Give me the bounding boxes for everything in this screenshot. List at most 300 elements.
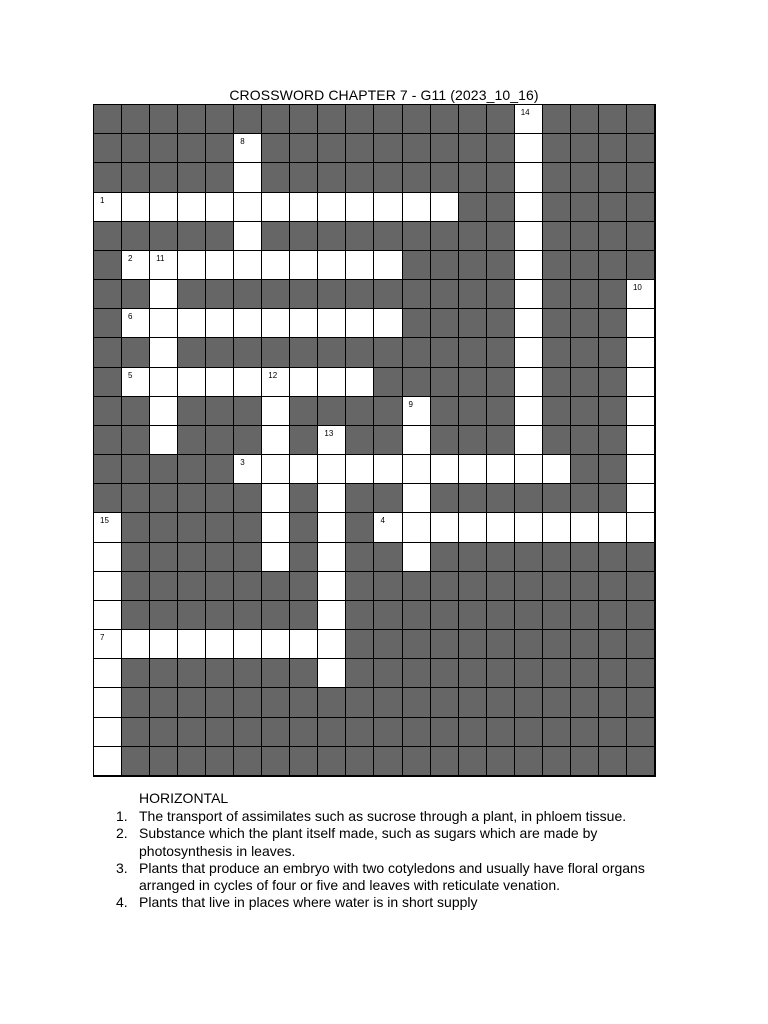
clues-heading: HORIZONTAL — [139, 790, 229, 806]
clue-text: Plants that produce an embryo with two cotyledons and usually have floral organs arranged in cycles of four or five and leaves with reticulate venation. — [139, 859, 645, 894]
crossword-cell-blocked — [94, 455, 122, 484]
crossword-cell-blocked — [178, 601, 206, 630]
crossword-cell-blocked — [94, 222, 122, 251]
crossword-cell-blocked — [487, 543, 515, 572]
crossword-cell-blocked — [431, 630, 459, 659]
crossword-cell-open[interactable] — [459, 455, 487, 484]
crossword-cell-blocked — [234, 426, 262, 455]
crossword-cell-open[interactable] — [150, 251, 178, 280]
crossword-cell-open[interactable] — [178, 309, 206, 338]
crossword-cell-open[interactable] — [487, 455, 515, 484]
crossword-cell-blocked — [459, 368, 487, 397]
crossword-cell-blocked — [599, 426, 627, 455]
crossword-cell-blocked — [122, 513, 150, 542]
crossword-cell-open[interactable] — [234, 251, 262, 280]
crossword-cell-open[interactable] — [318, 630, 346, 659]
crossword-cell-open[interactable] — [515, 105, 543, 134]
crossword-cell-blocked — [599, 368, 627, 397]
crossword-cell-blocked — [515, 572, 543, 601]
crossword-cell-blocked — [403, 338, 431, 367]
crossword-cell-blocked — [234, 513, 262, 542]
crossword-cell-blocked — [487, 309, 515, 338]
crossword-cell-blocked — [94, 280, 122, 309]
crossword-cell-blocked — [290, 747, 318, 776]
crossword-cell-open[interactable] — [515, 222, 543, 251]
crossword-cell-blocked — [599, 280, 627, 309]
crossword-cell-blocked — [122, 688, 150, 717]
crossword-cell-blocked — [318, 338, 346, 367]
crossword-cell-open[interactable] — [346, 368, 374, 397]
crossword-grid — [93, 104, 656, 777]
crossword-cell-blocked — [459, 747, 487, 776]
crossword-cell-blocked — [234, 601, 262, 630]
crossword-cell-blocked — [599, 630, 627, 659]
crossword-cell-open[interactable] — [318, 368, 346, 397]
crossword-cell-blocked — [262, 163, 290, 192]
crossword-cell-open[interactable] — [431, 513, 459, 542]
clue-number-label: 1 — [100, 195, 105, 205]
crossword-cell-open[interactable] — [515, 426, 543, 455]
crossword-cell-blocked — [571, 572, 599, 601]
crossword-cell-open[interactable] — [515, 251, 543, 280]
crossword-cell-blocked — [459, 251, 487, 280]
crossword-cell-open[interactable] — [543, 513, 571, 542]
crossword-cell-open[interactable] — [94, 513, 122, 542]
crossword-cell-blocked — [571, 630, 599, 659]
crossword-cell-blocked — [374, 368, 402, 397]
crossword-cell-open[interactable] — [262, 543, 290, 572]
crossword-cell-open[interactable] — [262, 484, 290, 513]
crossword-cell-open[interactable] — [150, 280, 178, 309]
crossword-cell-blocked — [262, 659, 290, 688]
crossword-cell-open[interactable] — [178, 630, 206, 659]
crossword-cell-open[interactable] — [487, 513, 515, 542]
crossword-cell-open[interactable] — [262, 309, 290, 338]
crossword-cell-blocked — [599, 338, 627, 367]
clue-number-label: 2 — [128, 253, 133, 263]
crossword-cell-open[interactable] — [262, 630, 290, 659]
crossword-cell-blocked — [318, 397, 346, 426]
crossword-cell-blocked — [234, 688, 262, 717]
crossword-cell-blocked — [374, 688, 402, 717]
crossword-cell-open[interactable] — [150, 368, 178, 397]
crossword-cell-open[interactable] — [318, 309, 346, 338]
crossword-cell-blocked — [627, 630, 655, 659]
crossword-cell-open[interactable] — [234, 222, 262, 251]
crossword-cell-blocked — [403, 601, 431, 630]
crossword-cell-open[interactable] — [346, 251, 374, 280]
crossword-cell-blocked — [262, 688, 290, 717]
crossword-cell-blocked — [459, 134, 487, 163]
crossword-cell-blocked — [543, 688, 571, 717]
crossword-cell-blocked — [178, 105, 206, 134]
crossword-cell-blocked — [627, 601, 655, 630]
crossword-cell-blocked — [346, 659, 374, 688]
crossword-cell-blocked — [459, 718, 487, 747]
crossword-cell-blocked — [346, 484, 374, 513]
crossword-cell-blocked — [571, 309, 599, 338]
crossword-cell-blocked — [346, 338, 374, 367]
crossword-cell-blocked — [290, 659, 318, 688]
crossword-cell-blocked — [234, 718, 262, 747]
crossword-cell-open[interactable] — [262, 513, 290, 542]
crossword-cell-blocked — [178, 513, 206, 542]
crossword-cell-open[interactable] — [290, 251, 318, 280]
crossword-cell-blocked — [122, 659, 150, 688]
crossword-cell-blocked — [403, 718, 431, 747]
crossword-cell-blocked — [346, 397, 374, 426]
crossword-cell-blocked — [487, 630, 515, 659]
crossword-cell-blocked — [627, 193, 655, 222]
crossword-cell-blocked — [627, 659, 655, 688]
crossword-cell-blocked — [543, 397, 571, 426]
crossword-cell-blocked — [599, 572, 627, 601]
crossword-cell-blocked — [403, 280, 431, 309]
crossword-cell-open[interactable] — [627, 397, 655, 426]
crossword-cell-blocked — [178, 572, 206, 601]
crossword-cell-open[interactable] — [262, 455, 290, 484]
crossword-cell-open[interactable] — [122, 193, 150, 222]
crossword-cell-open[interactable] — [290, 630, 318, 659]
clue-number-label: 10 — [632, 283, 642, 293]
crossword-cell-blocked — [459, 193, 487, 222]
crossword-cell-blocked — [627, 747, 655, 776]
crossword-cell-blocked — [178, 222, 206, 251]
crossword-cell-blocked — [122, 572, 150, 601]
crossword-cell-blocked — [150, 134, 178, 163]
crossword-cell-blocked — [403, 251, 431, 280]
crossword-cell-blocked — [599, 601, 627, 630]
crossword-cell-blocked — [543, 659, 571, 688]
crossword-cell-blocked — [234, 572, 262, 601]
crossword-cell-open[interactable] — [515, 338, 543, 367]
crossword-cell-open[interactable] — [627, 309, 655, 338]
crossword-cell-open[interactable] — [150, 397, 178, 426]
crossword-cell-blocked — [318, 747, 346, 776]
crossword-cell-blocked — [459, 630, 487, 659]
crossword-cell-blocked — [487, 134, 515, 163]
crossword-cell-open[interactable] — [374, 251, 402, 280]
crossword-cell-blocked — [459, 309, 487, 338]
crossword-cell-open[interactable] — [318, 601, 346, 630]
crossword-cell-blocked — [374, 397, 402, 426]
crossword-cell-open[interactable] — [318, 455, 346, 484]
crossword-cell-open[interactable] — [94, 572, 122, 601]
crossword-cell-open[interactable] — [94, 601, 122, 630]
crossword-cell-blocked — [290, 484, 318, 513]
crossword-cell-open[interactable] — [178, 193, 206, 222]
crossword-cell-open[interactable] — [262, 426, 290, 455]
crossword-cell-blocked — [374, 134, 402, 163]
crossword-cell-open[interactable] — [431, 455, 459, 484]
crossword-cell-blocked — [122, 543, 150, 572]
crossword-cell-open[interactable] — [94, 543, 122, 572]
crossword-cell-open[interactable] — [346, 309, 374, 338]
crossword-cell-blocked — [543, 280, 571, 309]
crossword-cell-blocked — [431, 163, 459, 192]
crossword-cell-blocked — [543, 105, 571, 134]
crossword-cell-open[interactable] — [178, 368, 206, 397]
crossword-cell-open[interactable] — [627, 455, 655, 484]
crossword-cell-open[interactable] — [234, 309, 262, 338]
crossword-cell-open[interactable] — [262, 251, 290, 280]
crossword-cell-blocked — [346, 426, 374, 455]
crossword-cell-blocked — [150, 222, 178, 251]
crossword-cell-blocked — [374, 163, 402, 192]
crossword-cell-blocked — [122, 134, 150, 163]
crossword-cell-blocked — [571, 601, 599, 630]
crossword-cell-open[interactable] — [234, 455, 262, 484]
crossword-cell-blocked — [318, 718, 346, 747]
crossword-cell-blocked — [459, 543, 487, 572]
clue-number-label: 4 — [380, 516, 385, 526]
crossword-cell-open[interactable] — [318, 426, 346, 455]
crossword-cell-blocked — [515, 659, 543, 688]
crossword-cell-open[interactable] — [94, 659, 122, 688]
clue-number-label: 15 — [100, 516, 109, 526]
crossword-cell-blocked — [234, 397, 262, 426]
crossword-cell-open[interactable] — [290, 193, 318, 222]
crossword-cell-blocked — [627, 251, 655, 280]
crossword-cell-blocked — [403, 134, 431, 163]
crossword-cell-blocked — [290, 718, 318, 747]
crossword-cell-blocked — [431, 280, 459, 309]
crossword-cell-blocked — [150, 718, 178, 747]
crossword-cell-blocked — [290, 688, 318, 717]
crossword-cell-blocked — [403, 630, 431, 659]
crossword-cell-blocked — [346, 543, 374, 572]
crossword-cell-open[interactable] — [515, 134, 543, 163]
crossword-cell-blocked — [262, 338, 290, 367]
crossword-cell-blocked — [346, 105, 374, 134]
clue-number-label: 13 — [324, 428, 334, 438]
crossword-cell-open[interactable] — [515, 309, 543, 338]
crossword-cell-open[interactable] — [627, 426, 655, 455]
crossword-cell-open[interactable] — [374, 193, 402, 222]
crossword-cell-blocked — [374, 572, 402, 601]
crossword-cell-blocked — [206, 688, 234, 717]
crossword-cell-blocked — [346, 601, 374, 630]
crossword-cell-blocked — [571, 368, 599, 397]
crossword-cell-open[interactable] — [318, 484, 346, 513]
crossword-cell-open[interactable] — [290, 368, 318, 397]
crossword-cell-blocked — [374, 543, 402, 572]
crossword-cell-open[interactable] — [150, 426, 178, 455]
crossword-cell-open[interactable] — [318, 193, 346, 222]
crossword-cell-open[interactable] — [403, 426, 431, 455]
crossword-cell-blocked — [346, 134, 374, 163]
clue-number-label: 3 — [240, 458, 245, 468]
crossword-cell-open[interactable] — [178, 251, 206, 280]
crossword-cell-blocked — [543, 368, 571, 397]
crossword-cell-blocked — [122, 397, 150, 426]
crossword-cell-open[interactable] — [515, 163, 543, 192]
crossword-cell-blocked — [543, 601, 571, 630]
crossword-cell-blocked — [346, 163, 374, 192]
page-title: CROSSWORD CHAPTER 7 - G11 (2023_10_16) — [229, 87, 539, 103]
crossword-cell-blocked — [459, 163, 487, 192]
crossword-cell-open[interactable] — [206, 630, 234, 659]
clue-number-label: 9 — [408, 399, 413, 409]
clue-number-label: 6 — [128, 312, 133, 322]
crossword-cell-blocked — [515, 747, 543, 776]
crossword-cell-blocked — [262, 222, 290, 251]
crossword-cell-blocked — [431, 747, 459, 776]
crossword-cell-blocked — [290, 280, 318, 309]
crossword-cell-blocked — [487, 280, 515, 309]
crossword-cell-blocked — [206, 426, 234, 455]
crossword-cell-open[interactable] — [150, 630, 178, 659]
crossword-cell-open[interactable] — [627, 338, 655, 367]
crossword-cell-blocked — [627, 718, 655, 747]
crossword-cell-open[interactable] — [403, 193, 431, 222]
clue-number: 3. — [116, 859, 128, 876]
crossword-cell-blocked — [206, 222, 234, 251]
crossword-cell-blocked — [374, 659, 402, 688]
crossword-cell-blocked — [346, 572, 374, 601]
crossword-cell-open[interactable] — [234, 134, 262, 163]
crossword-cell-open[interactable] — [94, 630, 122, 659]
crossword-cell-open[interactable] — [627, 368, 655, 397]
crossword-cell-blocked — [403, 747, 431, 776]
crossword-cell-blocked — [431, 105, 459, 134]
crossword-cell-blocked — [318, 105, 346, 134]
crossword-cell-open[interactable] — [318, 572, 346, 601]
crossword-cell-open[interactable] — [318, 513, 346, 542]
crossword-cell-blocked — [374, 747, 402, 776]
crossword-cell-open[interactable] — [403, 397, 431, 426]
crossword-cell-open[interactable] — [234, 163, 262, 192]
crossword-cell-open[interactable] — [122, 368, 150, 397]
crossword-cell-open[interactable] — [627, 484, 655, 513]
crossword-cell-open[interactable] — [515, 193, 543, 222]
crossword-cell-open[interactable] — [515, 397, 543, 426]
crossword-cell-blocked — [290, 513, 318, 542]
crossword-cell-open[interactable] — [515, 455, 543, 484]
crossword-cell-open[interactable] — [262, 368, 290, 397]
crossword-cell-open[interactable] — [262, 193, 290, 222]
crossword-cell-open[interactable] — [346, 455, 374, 484]
clue-number: 2. — [116, 825, 128, 842]
crossword-cell-open[interactable] — [122, 251, 150, 280]
crossword-cell-open[interactable] — [627, 513, 655, 542]
crossword-cell-open[interactable] — [346, 193, 374, 222]
crossword-cell-blocked — [403, 163, 431, 192]
crossword-cell-open[interactable] — [150, 338, 178, 367]
crossword-cell-open[interactable] — [571, 513, 599, 542]
crossword-cell-blocked — [599, 105, 627, 134]
crossword-cell-open[interactable] — [262, 397, 290, 426]
crossword-cell-open[interactable] — [459, 513, 487, 542]
crossword-cell-open[interactable] — [94, 747, 122, 776]
crossword-cell-open[interactable] — [318, 659, 346, 688]
crossword-cell-blocked — [543, 718, 571, 747]
crossword-cell-blocked — [487, 659, 515, 688]
crossword-cell-blocked — [599, 747, 627, 776]
crossword-cell-open[interactable] — [374, 309, 402, 338]
crossword-cell-blocked — [627, 572, 655, 601]
crossword-cell-blocked — [150, 688, 178, 717]
crossword-cell-blocked — [543, 543, 571, 572]
crossword-cell-blocked — [122, 601, 150, 630]
crossword-cell-blocked — [403, 105, 431, 134]
crossword-cell-open[interactable] — [431, 193, 459, 222]
crossword-cell-open[interactable] — [206, 368, 234, 397]
crossword-cell-open[interactable] — [599, 513, 627, 542]
crossword-cell-open[interactable] — [94, 688, 122, 717]
crossword-cell-blocked — [431, 397, 459, 426]
clue-item — [0, 808, 659, 825]
crossword-cell-blocked — [515, 688, 543, 717]
crossword-cell-open[interactable] — [515, 368, 543, 397]
crossword-cell-open[interactable] — [206, 251, 234, 280]
crossword-cell-blocked — [150, 601, 178, 630]
crossword-cell-open[interactable] — [403, 513, 431, 542]
crossword-cell-open[interactable] — [94, 718, 122, 747]
crossword-cell-open[interactable] — [234, 193, 262, 222]
crossword-cell-blocked — [94, 338, 122, 367]
crossword-cell-blocked — [234, 280, 262, 309]
crossword-cell-blocked — [431, 309, 459, 338]
crossword-cell-blocked — [318, 222, 346, 251]
crossword-cell-open[interactable] — [374, 513, 402, 542]
crossword-cell-open[interactable] — [234, 368, 262, 397]
crossword-cell-open[interactable] — [290, 309, 318, 338]
crossword-cell-blocked — [571, 251, 599, 280]
crossword-cell-blocked — [515, 630, 543, 659]
crossword-cell-open[interactable] — [318, 543, 346, 572]
crossword-cell-open[interactable] — [150, 193, 178, 222]
crossword-cell-open[interactable] — [206, 309, 234, 338]
crossword-cell-blocked — [94, 368, 122, 397]
crossword-cell-open[interactable] — [543, 455, 571, 484]
crossword-cell-blocked — [206, 338, 234, 367]
crossword-cell-open[interactable] — [374, 455, 402, 484]
crossword-cell-open[interactable] — [122, 630, 150, 659]
crossword-cell-open[interactable] — [403, 543, 431, 572]
crossword-cell-blocked — [178, 688, 206, 717]
crossword-cell-blocked — [543, 572, 571, 601]
crossword-cell-blocked — [94, 309, 122, 338]
crossword-cell-blocked — [459, 659, 487, 688]
crossword-cell-blocked — [178, 397, 206, 426]
crossword-cell-open[interactable] — [627, 280, 655, 309]
crossword-cell-open[interactable] — [318, 251, 346, 280]
clue-list — [0, 808, 768, 912]
crossword-cell-open[interactable] — [94, 193, 122, 222]
crossword-cell-blocked — [459, 280, 487, 309]
crossword-cell-open[interactable] — [234, 630, 262, 659]
crossword-cell-open[interactable] — [206, 193, 234, 222]
clue-number-label: 5 — [128, 370, 133, 380]
crossword-cell-open[interactable] — [290, 455, 318, 484]
crossword-cell-blocked — [346, 222, 374, 251]
crossword-cell-blocked — [94, 134, 122, 163]
crossword-cell-blocked — [290, 134, 318, 163]
crossword-cell-blocked — [374, 484, 402, 513]
crossword-cell-blocked — [150, 572, 178, 601]
crossword-cell-blocked — [234, 338, 262, 367]
crossword-cell-open[interactable] — [403, 484, 431, 513]
crossword-cell-blocked — [571, 455, 599, 484]
crossword-cell-blocked — [627, 688, 655, 717]
crossword-cell-open[interactable] — [150, 309, 178, 338]
crossword-cell-open[interactable] — [515, 280, 543, 309]
crossword-cell-open[interactable] — [515, 513, 543, 542]
crossword-cell-open[interactable] — [122, 309, 150, 338]
crossword-cell-blocked — [262, 280, 290, 309]
crossword-cell-open[interactable] — [403, 455, 431, 484]
